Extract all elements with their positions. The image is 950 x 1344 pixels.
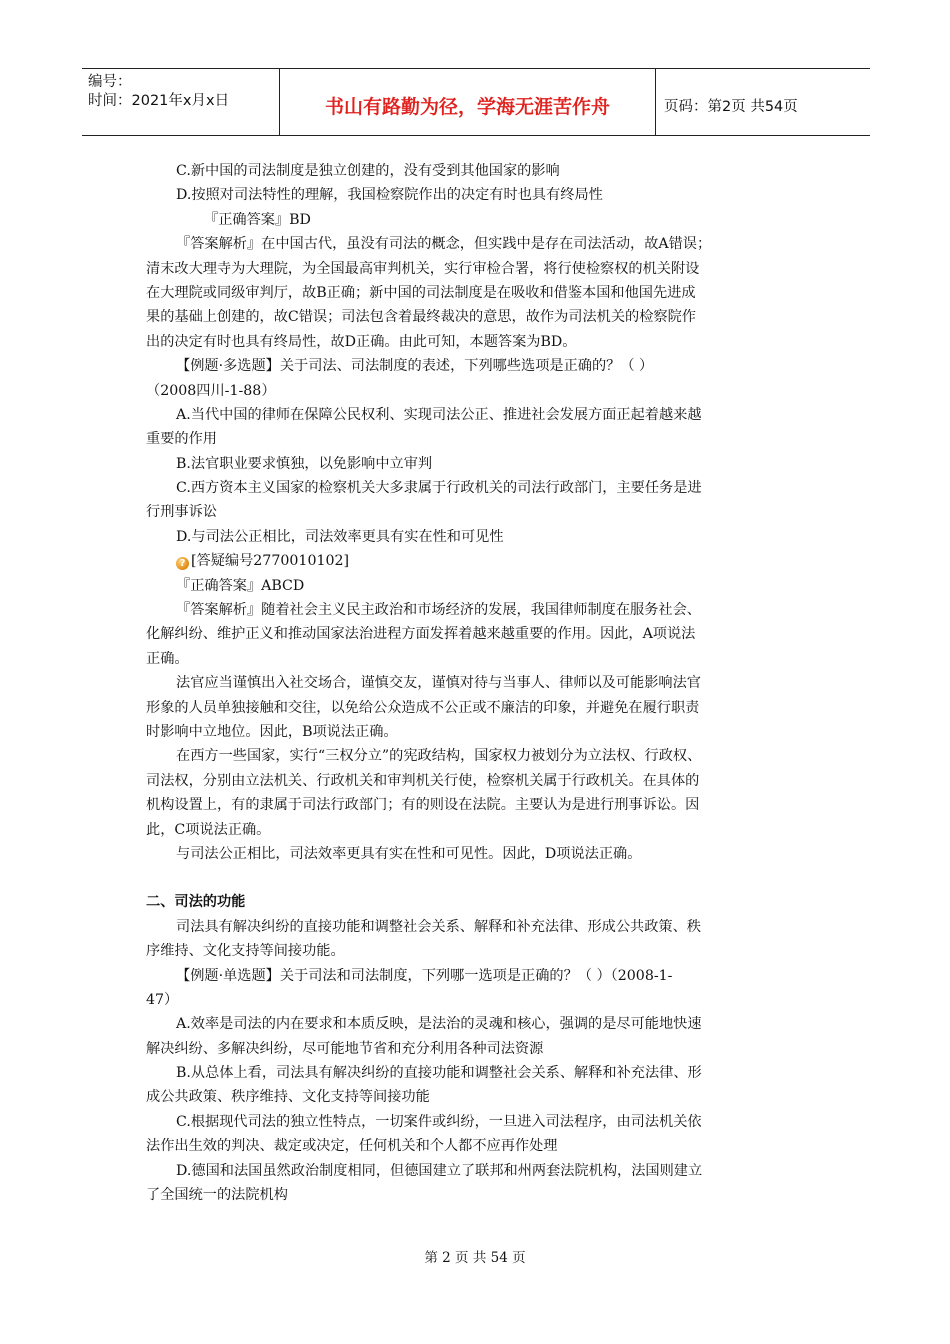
text-line: 时影响中立地位。因此，B项说法正确。	[146, 723, 398, 740]
document-date-label: 时间：2021年x月x日	[88, 93, 230, 109]
text-line: 此，C项说法正确。	[146, 821, 271, 838]
option-a: A.当代中国的律师在保障公民权利、实现司法公正、推进社会发展方面正起着越来越	[176, 406, 702, 423]
option-c: C.西方资本主义国家的检察机关大多隶属于行政机关的司法行政部门，主要任务是进	[176, 480, 702, 497]
option-d: D.德国和法国虽然政治制度相同，但德国建立了联邦和州两套法院机构，法国则建立	[176, 1162, 703, 1179]
text-line: 在大理院或同级审判厅，故B正确；新中国的司法制度是在吸收和借鉴本国和他国先进成	[146, 284, 696, 301]
text-line: 法官应当谨慎出入社交场合，谨慎交友，谨慎对待与当事人、律师以及可能影响法官	[176, 675, 701, 692]
text-line: 行刑事诉讼	[146, 504, 217, 521]
header-page-info: 页码：第2页 共54页	[664, 98, 798, 115]
page-header	[82, 68, 870, 136]
correct-answer-line: 『正确答案』BD	[204, 211, 311, 228]
option-b: B.从总体上看，司法具有解决纠纷的直接功能和调整社会关系、解释和补充法律、形	[176, 1065, 702, 1082]
answer-explanation-line: 『答案解析』在中国古代，虽没有司法的概念，但实践中是存在司法活动，故A错误；	[176, 236, 712, 253]
document-number-label: 编号：	[88, 74, 132, 90]
text-line: 化解纠纷、维护正义和推动国家法治进程方面发挥着越来越重要的作用。因此，A项说法	[146, 626, 696, 643]
text-line: 正确。	[146, 650, 189, 667]
option-c: C.根据现代司法的独立性特点，一切案件或纠纷，一旦进入司法程序，由司法机关依	[176, 1113, 702, 1130]
answer-id-text: [答疑编号2770010102]	[191, 553, 350, 570]
text-line: 在西方一些国家，实行“三权分立”的宪政结构，国家权力被划分为立法权、行政权、	[176, 748, 702, 765]
page-footer: 第 2 页 共 54 页	[424, 1250, 526, 1266]
correct-answer-line: 『正确答案』ABCD	[176, 577, 305, 594]
text-line: 果的基础上创建的，故C错误；司法包含着最终裁决的意思，故作为司法机关的检察院作	[146, 309, 696, 326]
text-line: 司法权，分别由立法机关、行政机关和审判机关行使，检察机关属于行政机关。在具体的	[146, 772, 700, 789]
option-d: D.与司法公正相比，司法效率更具有实在性和可见性	[176, 528, 504, 545]
question-source: （2008四川-1-88）	[146, 382, 276, 399]
text-line: 形象的人员单独接触和交往，以免给公众造成不公正或不廉洁的印象，并避免在履行职责	[146, 699, 700, 716]
text-line: D.按照对司法特性的理解，我国检察院作出的决定有时也具有终局性	[176, 187, 603, 204]
text-line: 司法具有解决纠纷的直接功能和调整社会关系、解释和补充法律、形成公共政策、秩	[176, 918, 701, 935]
example-question-title: 【例题·单选题】关于司法和司法制度，下列哪一选项是正确的？（ ）（2008-1-	[176, 967, 673, 984]
header-motto: 书山有路勤为径，学海无涯苦作舟	[280, 69, 656, 135]
text-line: 清末改大理寺为大理院，为全国最高审判机关，实行审检合署，将行使检察权的机关附设	[146, 260, 700, 277]
text-line: 重要的作用	[146, 431, 217, 448]
option-b: B.法官职业要求慎独，以免影响中立审判	[176, 455, 433, 472]
example-question-title: 【例题·多选题】关于司法、司法制度的表述，下列哪些选项是正确的？（ ）	[176, 358, 654, 375]
text-line: 法作出生效的判决、裁定或决定，任何机关和个人都不应再作处理	[146, 1138, 558, 1155]
answer-id-line[interactable]	[146, 549, 810, 573]
text-line: 出的决定有时也具有终局性，故D正确。由此可知，本题答案为BD。	[146, 333, 577, 350]
text-line: C.新中国的司法制度是独立创建的，没有受到其他国家的影响	[176, 163, 560, 179]
question-source: 47）	[146, 991, 179, 1008]
text-line: 序维持、文化支持等间接功能。	[146, 943, 345, 960]
option-a: A.效率是司法的内在要求和本质反映，是法治的灵魂和核心，强调的是尽可能地快速	[176, 1016, 702, 1033]
document-body	[146, 159, 810, 1207]
text-line: 与司法公正相比，司法效率更具有实在性和可见性。因此，D项说法正确。	[176, 845, 642, 862]
question-mark-icon: ?	[176, 557, 189, 570]
text-line: 了全国统一的法院机构	[146, 1187, 288, 1204]
section-heading: 二、司法的功能	[146, 894, 246, 911]
text-line: 成公共政策、秩序维持、文化支持等间接功能	[146, 1089, 430, 1106]
answer-explanation-line: 『答案解析』随着社会主义民主政治和市场经济的发展，我国律师制度在服务社会、	[176, 602, 701, 619]
text-line: 解决纠纷、多解决纠纷，尽可能地节省和充分利用各种司法资源	[146, 1040, 544, 1057]
header-info-cell	[82, 69, 280, 135]
text-line: 机构设置上，有的隶属于司法行政部门；有的则设在法院。主要认为是进行刑事诉讼。因	[146, 797, 700, 814]
